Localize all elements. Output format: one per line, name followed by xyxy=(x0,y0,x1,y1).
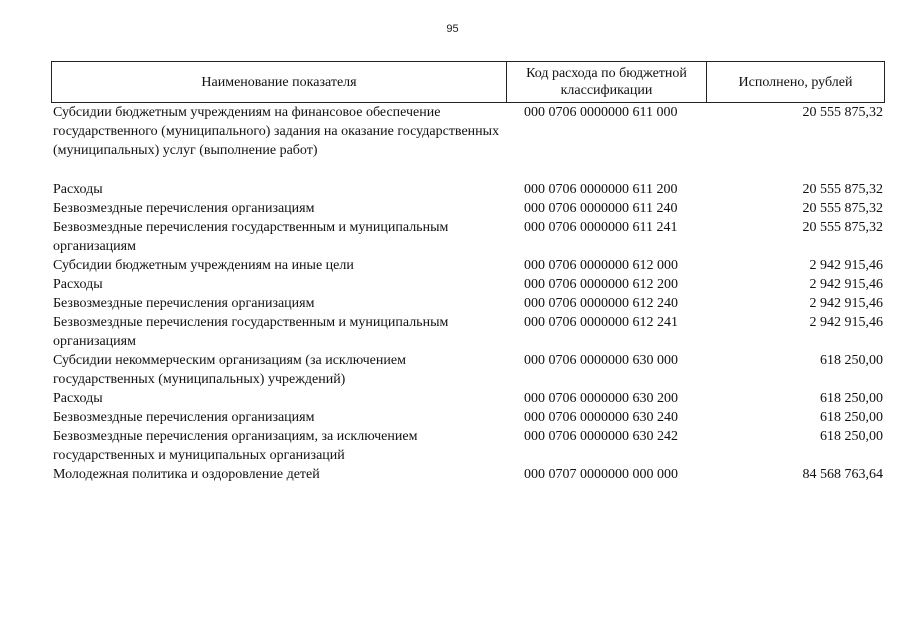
row-name: Расходы xyxy=(53,391,103,406)
row-code: 000 0706 0000000 611 240 xyxy=(524,201,678,216)
row-name: Безвозмездные перечисления организациям xyxy=(53,201,315,216)
row-name: Субсидии бюджетным учреждениям на финансовое обеспечение государственного (муниципального) задания на оказание государственных (муниципальных) услуг (выполнение работ) xyxy=(53,105,500,158)
header-code: Код расхода по бюджетной классификации xyxy=(507,62,707,102)
row-name: Расходы xyxy=(53,182,103,197)
row-name: Расходы xyxy=(53,277,103,292)
table-row xyxy=(53,180,883,199)
table-row xyxy=(53,389,883,408)
table-row xyxy=(53,408,883,427)
row-amount: 618 250,00 xyxy=(820,353,883,368)
table-row xyxy=(53,294,883,313)
row-name: Безвозмездные перечисления организациям xyxy=(53,410,315,425)
row-name: Безвозмездные перечисления государственным и муниципальным организациям xyxy=(53,315,449,349)
row-code: 000 0706 0000000 630 240 xyxy=(524,410,678,425)
row-name: Субсидии бюджетным учреждениям на иные цели xyxy=(53,258,354,273)
row-name: Безвозмездные перечисления организациям, за исключением государственных и муниципальных организаций xyxy=(53,429,418,463)
row-code: 000 0706 0000000 611 200 xyxy=(524,182,678,197)
table-row xyxy=(53,465,883,484)
row-code: 000 0706 0000000 611 241 xyxy=(524,220,678,235)
row-code: 000 0706 0000000 630 000 xyxy=(524,353,678,368)
table-row xyxy=(53,427,883,465)
row-code: 000 0706 0000000 612 200 xyxy=(524,277,678,292)
row-amount: 618 250,00 xyxy=(820,410,883,425)
row-code: 000 0706 0000000 630 200 xyxy=(524,391,678,406)
row-name: Молодежная политика и оздоровление детей xyxy=(53,467,320,482)
row-amount: 2 942 915,46 xyxy=(809,258,883,273)
row-code: 000 0707 0000000 000 000 xyxy=(524,467,678,482)
row-code: 000 0706 0000000 611 000 xyxy=(524,105,678,120)
row-code: 000 0706 0000000 630 242 xyxy=(524,429,678,444)
row-name: Субсидии некоммерческим организациям (за исключением государственных (муниципальных) учреждений) xyxy=(53,353,406,387)
row-amount: 2 942 915,46 xyxy=(809,296,883,311)
row-name: Безвозмездные перечисления организациям xyxy=(53,296,315,311)
table-row xyxy=(53,103,883,160)
page-number: 95 xyxy=(446,23,459,35)
row-amount: 20 555 875,32 xyxy=(802,220,883,235)
row-amount: 20 555 875,32 xyxy=(802,201,883,216)
row-amount: 20 555 875,32 xyxy=(802,182,883,197)
header-name: Наименование показателя xyxy=(52,62,507,102)
header-amount: Исполнено, рублей xyxy=(738,74,853,90)
row-amount: 20 555 875,32 xyxy=(802,105,883,120)
row-amount: 84 568 763,64 xyxy=(802,467,883,482)
table-row xyxy=(53,218,883,256)
table-row xyxy=(53,351,883,389)
row-code: 000 0706 0000000 612 240 xyxy=(524,296,678,311)
table-row xyxy=(53,199,883,218)
row-amount: 618 250,00 xyxy=(820,429,883,444)
row-amount: 618 250,00 xyxy=(820,391,883,406)
table-body xyxy=(53,103,883,484)
table-row xyxy=(53,275,883,294)
row-name: Безвозмездные перечисления государственным и муниципальным организациям xyxy=(53,220,449,254)
table-header xyxy=(51,61,885,103)
row-amount: 2 942 915,46 xyxy=(809,315,883,330)
table-row xyxy=(53,313,883,351)
row-amount: 2 942 915,46 xyxy=(809,277,883,292)
table-row xyxy=(53,256,883,275)
row-code: 000 0706 0000000 612 241 xyxy=(524,315,678,330)
row-code: 000 0706 0000000 612 000 xyxy=(524,258,678,273)
